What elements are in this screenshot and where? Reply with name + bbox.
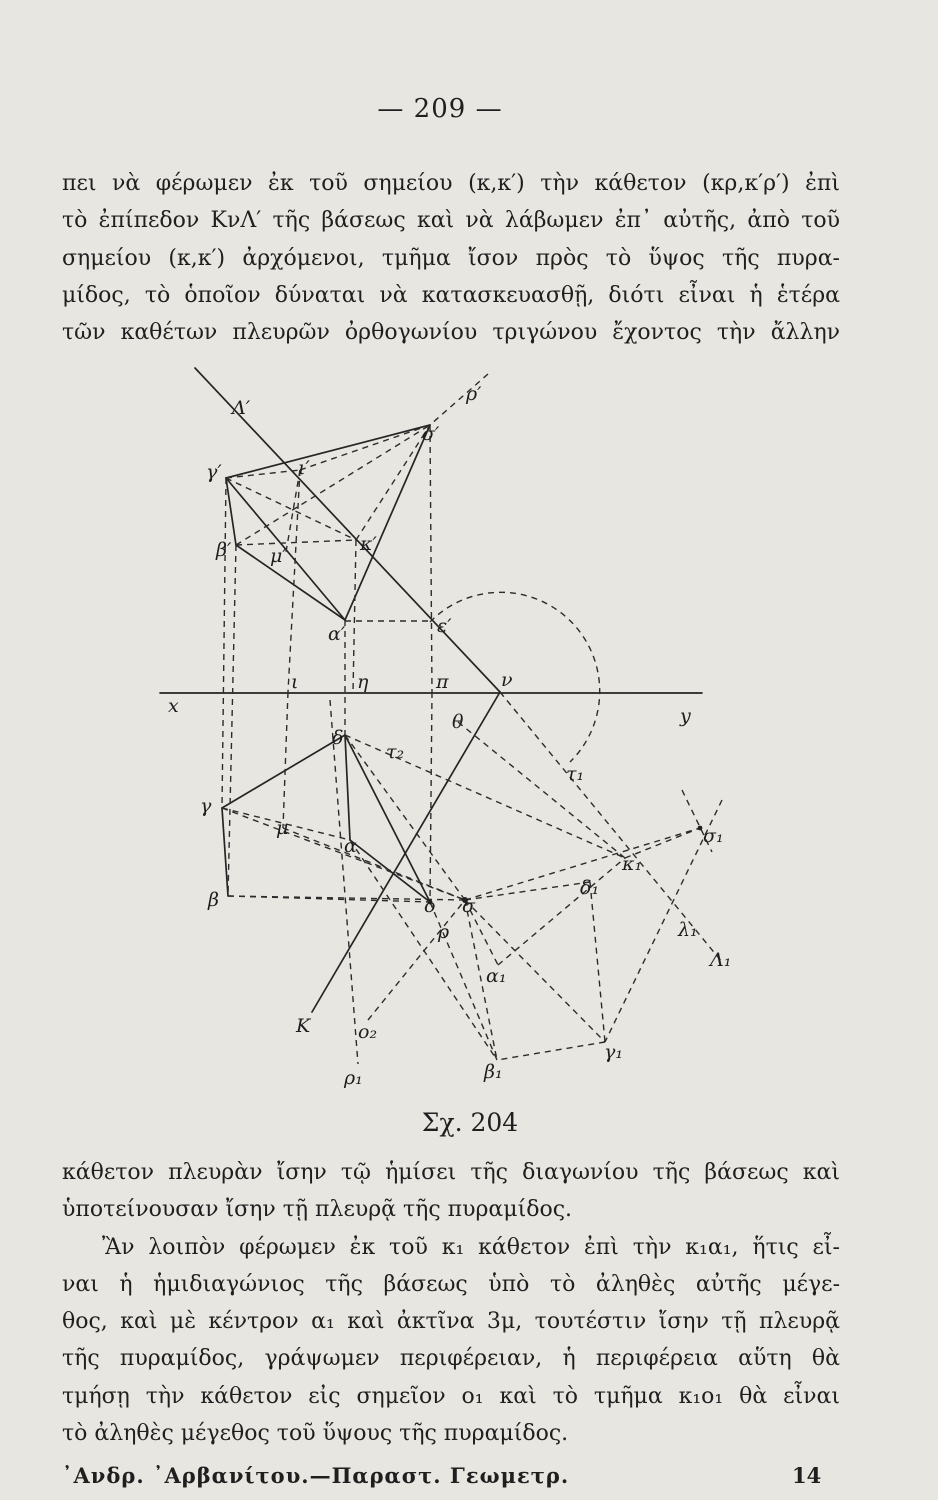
figure-label: ε′ xyxy=(437,615,452,637)
figure-dashed-line xyxy=(356,425,430,540)
figure-label: β₁ xyxy=(484,1061,503,1083)
figure-label: α xyxy=(344,835,357,857)
figure-label: σ xyxy=(462,895,475,917)
figure-dashed-line xyxy=(458,722,625,858)
figure-label: γ xyxy=(200,795,212,817)
figure-dashed-line xyxy=(430,425,432,692)
figure-label: λ₁ xyxy=(678,919,698,941)
figure-label: β′ xyxy=(216,539,232,561)
point-marker xyxy=(698,826,703,831)
figure-dashed-line xyxy=(283,828,465,900)
figure-solid-line xyxy=(222,808,228,896)
figure-label: ρ′ xyxy=(466,383,482,405)
text-line: μίδος, τὸ ὁποῖον δύναται νὰ κατασκευασθῇ, διότι εἶναι ἡ ἑτέρα xyxy=(62,282,840,308)
figure-label: γ₁ xyxy=(604,1041,623,1063)
figure-dashed-line xyxy=(228,545,236,896)
figure-label: δ₁ xyxy=(580,877,600,899)
figure-label: π xyxy=(436,671,449,693)
signature-number: 14 xyxy=(792,1463,822,1488)
figure-label: ο xyxy=(424,895,436,917)
text-line: Ἂν λοιπὸν φέρωμεν ἐκ τοῦ κ₁ κάθετον ἐπὶ τὴν κ₁α₁, ἥτις εἶ- xyxy=(102,1234,840,1260)
running-footer-title: ᾽Ανδρ. ᾽Αρβανίτου.—Παραστ. Γεωμετρ. xyxy=(62,1463,570,1488)
text-line: τμήσῃ τὴν κάθετον εἰς σημεῖον ο₁ καὶ τὸ τμῆμα κ₁ο₁ θὰ εἶναι xyxy=(62,1383,840,1409)
figure-label: η xyxy=(357,671,369,693)
figure-label: κ′ xyxy=(360,533,377,555)
figure-label: Κ xyxy=(296,1015,311,1037)
page-number: — 209 — xyxy=(377,94,503,124)
geometric-figure xyxy=(150,355,750,1100)
text-line: τὸ ἀληθὲς μέγεθος τοῦ ὕψους τῆς πυραμίδος. xyxy=(62,1421,569,1447)
figure-label: τ₁ xyxy=(566,763,585,785)
figure-dashed-line xyxy=(353,540,356,692)
figure-dashed-line xyxy=(283,692,288,828)
text-line: κάθετον πλευρὰν ἴσην τῷ ἡμίσει τῆς διαγωνίου τῆς βάσεως καὶ xyxy=(62,1160,840,1185)
figure-label: ο₂ xyxy=(358,1021,378,1043)
figure-label: ν xyxy=(501,669,513,691)
figure-label: σ₁ xyxy=(703,825,724,847)
figure-label: σ′ xyxy=(422,423,440,445)
figure-label: μ′ xyxy=(270,545,287,567)
figure-label: γ′ xyxy=(206,461,222,483)
figure-label: ι xyxy=(291,671,299,693)
figure-label: ι′ xyxy=(298,457,310,479)
text-line: τῶν καθέτων πλευρῶν ὀρθογωνίου τριγώνου ἔχοντος τὴν ἄλλην xyxy=(62,320,840,346)
figure-label: x xyxy=(168,695,179,717)
construction-arc xyxy=(430,592,600,762)
figure-solid-line xyxy=(345,735,350,840)
figure-solid-line xyxy=(222,735,345,808)
figure-label: τ₂ xyxy=(386,741,405,763)
figure-dashed-line xyxy=(590,882,605,1042)
figure-label: μ xyxy=(276,817,289,839)
text-line: ναι ἡ ἡμιδιαγώνιος τῆς βάσεως ὑπὸ τὸ ἀληθὲς αὐτῆς μέγε- xyxy=(62,1271,840,1297)
figure-label: κ₁ xyxy=(622,853,643,875)
figure-dashed-line xyxy=(222,478,226,808)
figure-dashed-line xyxy=(286,470,300,552)
figure-dashed-line xyxy=(300,425,430,470)
figure-caption: Σχ. 204 xyxy=(421,1108,519,1137)
paragraph-top xyxy=(62,165,840,351)
figure-label: ρ xyxy=(438,921,450,943)
figure-dashed-line xyxy=(497,1042,605,1060)
figure-dashed-line xyxy=(368,900,465,1020)
figure-dashed-line xyxy=(226,470,300,478)
text-line: ὑποτείνουσαν ἴσην τῇ πλευρᾷ τῆς πυραμίδος. xyxy=(62,1197,573,1223)
figure-dashed-line xyxy=(345,735,465,900)
figure-label: Λ₁ xyxy=(710,949,732,971)
text-line: θος, καὶ μὲ κέντρον α₁ καὶ ἀκτῖνα 3μ, τουτέστιν ἴσην τῇ πλευρᾷ xyxy=(62,1309,840,1335)
figure-label: ρ₁ xyxy=(344,1067,363,1089)
text-line: σημείου (κ,κ′) ἀρχόμενοι, τμῆμα ἴσον πρὸς τὸ ὕψος τῆς πυρα- xyxy=(62,245,840,271)
figure-label: α′ xyxy=(328,623,346,645)
figure-labels xyxy=(168,383,731,1089)
figure-dashed-line xyxy=(430,692,432,902)
figure-label: θ xyxy=(452,711,464,733)
figure-dashed-line xyxy=(465,882,590,900)
text-line: τὸ ἐπίπεδον ΚνΛ′ τῆς βάσεως καὶ νὰ λάβωμεν ἐπ᾽ αὐτῆς, ἀπὸ τοῦ xyxy=(62,208,840,234)
text-line: πει νὰ φέρωμεν ἐκ τοῦ σημείου (κ,κ′) τὴν κάθετον (κρ,κ′ρ′) ἐπὶ xyxy=(62,171,840,196)
figure-label: δ xyxy=(332,727,344,749)
figure-label: y xyxy=(680,705,691,727)
figure-label: α₁ xyxy=(486,965,507,987)
text-line: τῆς πυραμίδος, γράψωμεν περιφέρειαν, ἡ περιφέρεια αὕτη θὰ xyxy=(62,1346,840,1372)
figure-label: β xyxy=(208,889,219,911)
figure-label: Λ′ xyxy=(232,397,251,419)
figure-dashed-line xyxy=(498,858,625,965)
figure-solid-line xyxy=(345,425,430,620)
figure-dashed-line xyxy=(228,896,430,902)
figure-dashed-line xyxy=(330,700,358,1064)
paragraph-bottom xyxy=(62,1154,840,1452)
figure-dashed-line xyxy=(226,478,356,540)
